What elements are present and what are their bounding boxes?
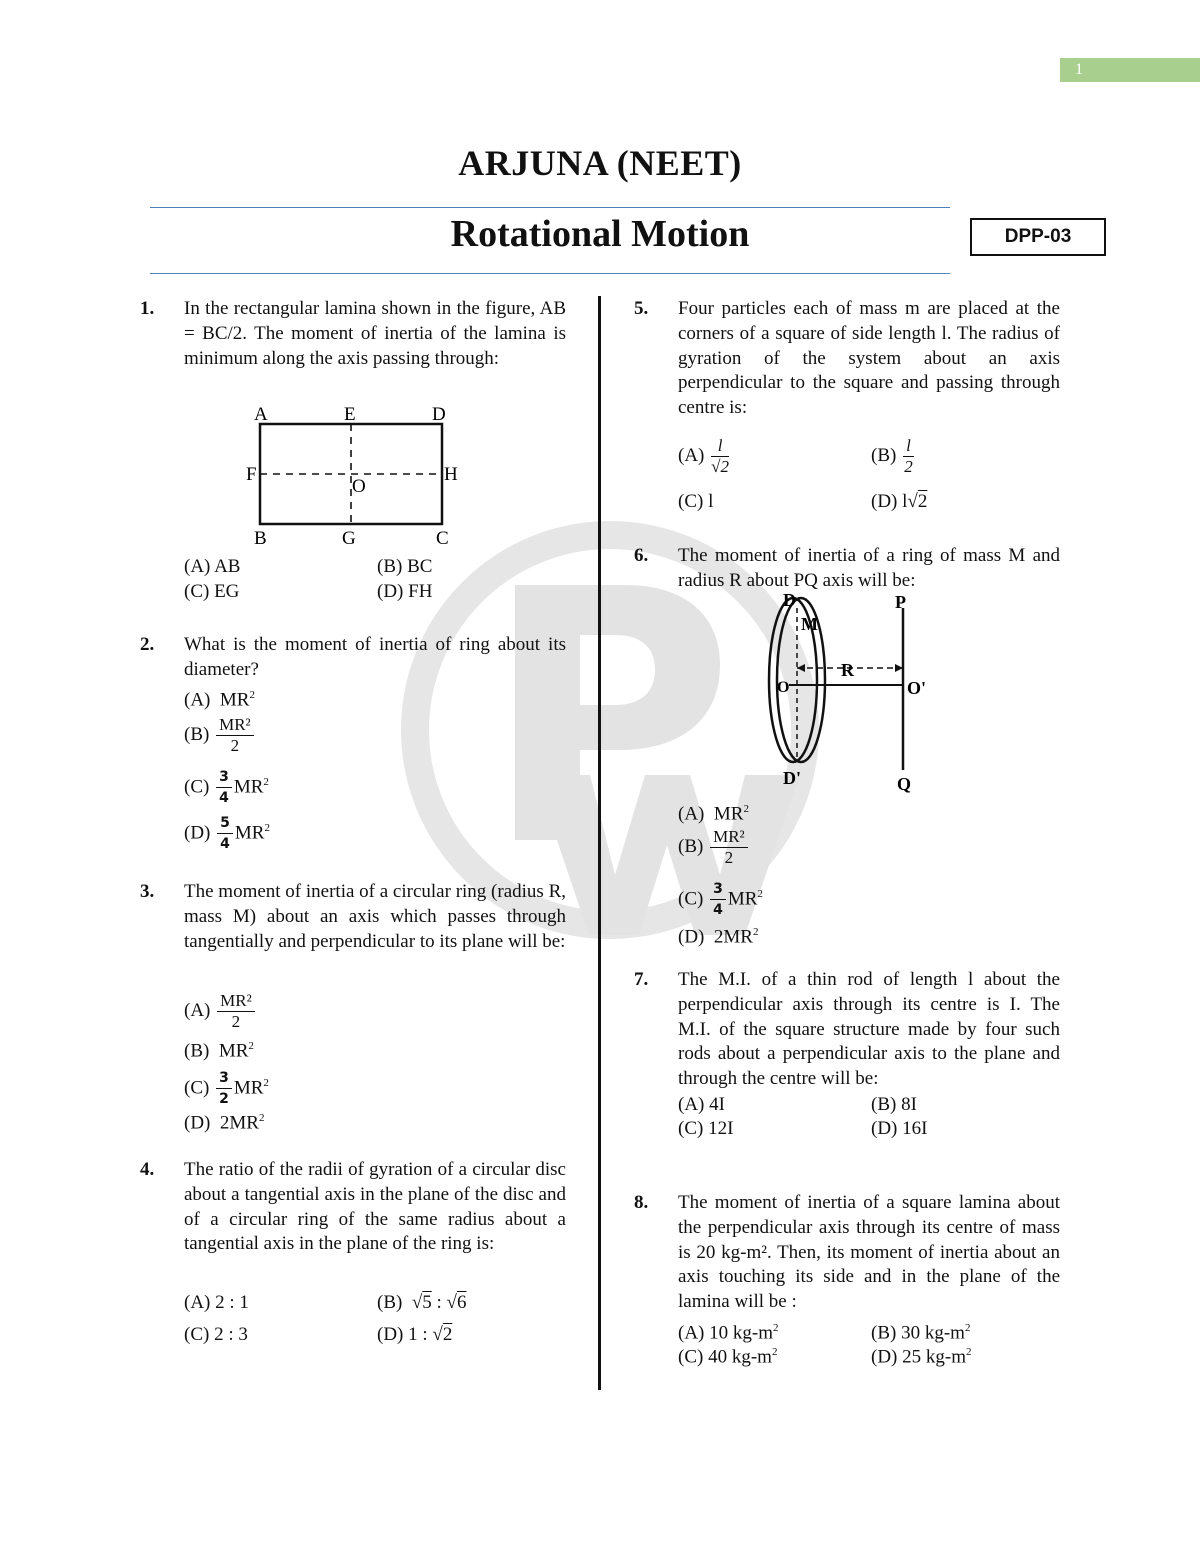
fraction	[216, 767, 232, 808]
option-letter: (C)	[184, 1077, 210, 1099]
rectangle-lamina-figure	[240, 400, 470, 548]
q6-option-b[interactable]	[678, 822, 750, 872]
superscript: 2	[965, 1346, 972, 1358]
superscript: 2	[757, 888, 763, 900]
radicand: 2	[442, 1324, 453, 1345]
option-value: (B) 30 kg-m	[871, 1322, 965, 1344]
q7-option-a[interactable]: (A) 4I	[678, 1094, 725, 1115]
numerator: 5	[217, 813, 233, 834]
option-value: MR	[219, 689, 250, 711]
fraction	[216, 715, 254, 756]
denominator: 2	[231, 1012, 241, 1032]
question-8	[634, 1191, 1060, 1317]
q8-option-c[interactable]	[678, 1340, 777, 1369]
q5-option-a[interactable]	[678, 428, 731, 484]
question-number: 7.	[634, 969, 649, 990]
superscript: 2	[249, 689, 255, 701]
superscript: 2	[772, 1322, 779, 1334]
denominator: √2	[711, 457, 729, 477]
label-p: P	[895, 592, 906, 612]
question-7	[634, 968, 1060, 1094]
option-letter: (A)	[678, 445, 705, 466]
q4-option-a[interactable]: (A) 2 : 1	[184, 1292, 249, 1313]
superscript: 2	[263, 776, 269, 788]
option-letter: (B)	[871, 445, 897, 466]
radicand: 6	[456, 1292, 467, 1313]
q3-option-d[interactable]	[184, 1106, 264, 1135]
question-text: In the rectangular lamina shown in the figure, AB = BC/2. The moment of inertia of the lamina is minimum along the axis passing through:	[184, 298, 566, 369]
fraction	[711, 436, 729, 477]
q5-option-b[interactable]	[871, 428, 916, 484]
option-value: (D) 25 kg-m	[871, 1346, 966, 1368]
label-o: O	[777, 679, 790, 696]
numerator: 3	[216, 1068, 232, 1089]
question-text: The moment of inertia of a circular ring (radius R, mass M) about an axis which passes through tangentially and perpendicular to its plane will be:	[184, 881, 566, 952]
fraction	[217, 813, 233, 854]
denominator: 2	[904, 457, 913, 477]
q2-option-a[interactable]	[184, 683, 255, 712]
question-number: 2.	[140, 634, 155, 655]
q4-option-d[interactable]	[377, 1323, 452, 1347]
q7-option-b[interactable]: (B) 8I	[871, 1094, 917, 1115]
option-letter: (B)	[184, 724, 210, 745]
question-number: 3.	[140, 881, 155, 902]
option-value: (A) 10 kg-m	[678, 1322, 773, 1344]
label-a: A	[254, 404, 268, 425]
option-letter: (A)	[184, 1000, 211, 1021]
radicand: 5	[422, 1292, 432, 1313]
column-divider	[598, 296, 601, 1390]
option-letter: (C)	[184, 776, 210, 798]
option-value: MR	[218, 1040, 249, 1062]
dpp-badge: DPP-03	[970, 218, 1106, 256]
option-value: MR	[727, 888, 758, 910]
question-text: The moment of inertia of a square lamina about the perpendicular axis through its centre of mass is 20 kg-m². Then, its moment of inertia about an axis touching its side and in the plane of the lamina will be :	[678, 1192, 1060, 1313]
fraction	[216, 1068, 232, 1109]
question-text: What is the moment of inertia of ring about its diameter?	[184, 634, 566, 680]
question-4	[140, 1158, 566, 1284]
superscript: 2	[964, 1322, 971, 1334]
option-letter: (C)	[678, 888, 704, 910]
option-value: 2MR	[713, 926, 753, 948]
question-5	[634, 297, 1060, 423]
option-value: MR	[233, 776, 264, 798]
numerator: 3	[710, 879, 726, 900]
label-r: R	[841, 660, 854, 680]
denominator: 2	[219, 1091, 229, 1108]
question-3	[140, 880, 566, 980]
label-o-prime: O'	[907, 678, 927, 698]
denominator: 4	[220, 836, 230, 853]
q7-option-c[interactable]: (C) 12I	[678, 1118, 734, 1139]
option-letter: (A)	[184, 689, 211, 711]
question-text: Four particles each of mass m are placed at the corners of a square of side length l. The radius of gyration of the system about an axis perpendicular to the square and passing through centre is:	[678, 298, 1060, 419]
option-letter: (B)	[184, 1040, 210, 1062]
document-subtitle: Rotational Motion	[450, 213, 750, 255]
label-o: O	[352, 476, 366, 497]
label-d-prime: D'	[783, 768, 801, 788]
q1-option-d[interactable]: (D) FH	[377, 581, 433, 602]
question-number: 1.	[140, 298, 155, 319]
fraction	[217, 991, 255, 1032]
option-value: (C) 40 kg-m	[678, 1346, 772, 1368]
numerator: MR²	[710, 827, 748, 848]
superscript: 2	[248, 1040, 254, 1052]
fraction	[710, 879, 726, 920]
superscript: 2	[752, 926, 759, 938]
option-letter: (D)	[184, 822, 211, 844]
numerator: l	[903, 436, 914, 457]
option-letter: (B)	[377, 1292, 403, 1313]
option-text: (D) 1 : √	[377, 1324, 443, 1345]
q7-option-d[interactable]: (D) 16I	[871, 1118, 928, 1139]
option-letter: (A)	[678, 803, 705, 825]
radical-sign: √	[411, 1292, 423, 1313]
question-number: 4.	[140, 1159, 155, 1180]
superscript: 2	[743, 803, 749, 815]
label-b: B	[254, 528, 267, 548]
label-q: Q	[897, 774, 912, 794]
superscript: 2	[263, 1077, 269, 1089]
superscript: 2	[771, 1346, 778, 1358]
label-h: H	[444, 464, 458, 485]
q1-option-c[interactable]: (C) EG	[184, 581, 240, 602]
option-text: (D) l√	[871, 491, 918, 512]
fraction	[710, 827, 748, 868]
q2-option-b[interactable]	[184, 710, 256, 760]
q3-option-c[interactable]	[184, 1059, 269, 1112]
q5-option-d[interactable]	[871, 490, 927, 514]
ring-axis-figure	[755, 590, 955, 800]
question-text: The moment of inertia of a ring of mass M and radius R about PQ axis will be:	[678, 545, 1060, 591]
q4-option-c[interactable]: (C) 2 : 3	[184, 1324, 248, 1345]
option-letter: (D)	[678, 926, 705, 948]
label-g: G	[342, 528, 356, 548]
numerator: MR²	[217, 991, 255, 1012]
superscript: 2	[264, 822, 270, 834]
q1-option-a[interactable]: (A) AB	[184, 556, 241, 577]
q8-option-d[interactable]	[871, 1340, 971, 1369]
q4-option-b[interactable]	[377, 1291, 466, 1315]
denominator: 4	[713, 902, 723, 919]
question-1	[140, 297, 566, 397]
question-2	[140, 633, 566, 685]
label-m: M	[801, 614, 818, 634]
numerator: l	[711, 436, 729, 457]
document-title: ARJUNA (NEET)	[458, 143, 742, 183]
label-c: C	[436, 528, 449, 548]
question-number: 5.	[634, 298, 649, 319]
title-rule-top	[150, 207, 950, 208]
q3-option-a[interactable]	[184, 986, 257, 1036]
denominator: 2	[230, 736, 240, 756]
question-text: The ratio of the radii of gyration of a circular disc about a tangential axis in the plane of the disc and of a circular ring of the same radius about a tangential axis in the plane of the ring is:	[184, 1159, 566, 1255]
title-rule-bottom	[150, 273, 950, 274]
superscript: 2	[258, 1112, 265, 1124]
q1-option-b[interactable]: (B) BC	[377, 556, 433, 577]
fraction	[903, 436, 914, 477]
radicand: 2	[917, 491, 928, 512]
label-e: E	[344, 404, 356, 425]
numerator: MR²	[216, 715, 254, 736]
q5-option-c[interactable]: (C) l	[678, 491, 714, 512]
q6-option-c[interactable]	[678, 870, 763, 923]
option-letter: (B)	[678, 836, 704, 857]
question-6	[634, 544, 1060, 596]
question-number: 6.	[634, 545, 649, 566]
ratio-separator: : √	[431, 1292, 457, 1313]
page-number: 1	[1075, 61, 1083, 78]
q6-option-d[interactable]	[678, 920, 758, 949]
option-value: MR	[713, 803, 744, 825]
question-number: 8.	[634, 1192, 649, 1213]
label-d: D	[432, 404, 446, 425]
denominator: 2	[724, 848, 734, 868]
denominator: 4	[219, 790, 229, 807]
label-d: D	[783, 590, 796, 610]
option-value: 2MR	[219, 1112, 259, 1134]
option-letter: (D)	[184, 1112, 211, 1134]
option-value: MR	[234, 822, 265, 844]
question-text: The M.I. of a thin rod of length l about the perpendicular axis through its centre is I. The M.I. of the square structure made by four such rods about a perpendicular axis to the plane and through the centre will be:	[678, 969, 1060, 1090]
label-f: F	[246, 464, 257, 485]
option-value: MR	[233, 1077, 264, 1099]
q2-option-d[interactable]	[184, 804, 270, 857]
numerator: 3	[216, 767, 232, 788]
